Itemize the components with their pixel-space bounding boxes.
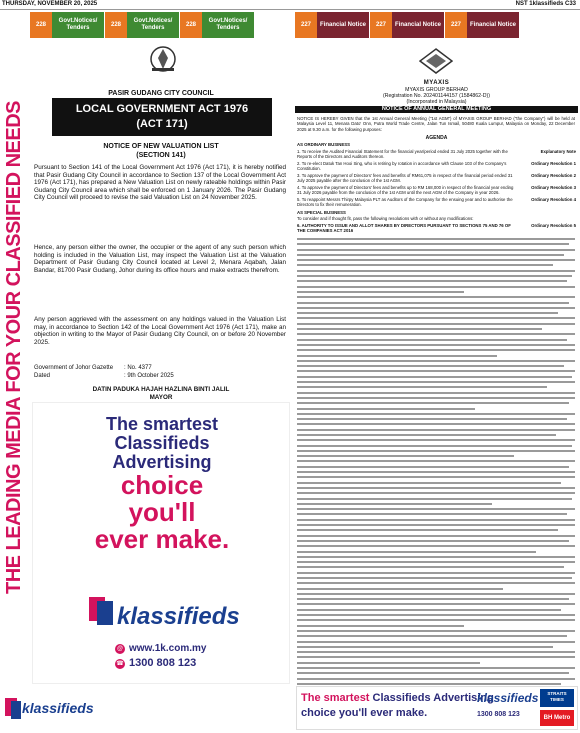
tab-number: 227 [295,12,317,38]
fine-print-line [297,423,575,425]
company-logo-text: MYAXIS [423,80,450,86]
fine-print-line [297,561,575,563]
banner-phone[interactable]: 1300 808 123 [477,711,520,718]
fine-print-line [297,339,567,341]
tab-label: Govt.Notices/ Tenders [52,12,104,38]
fine-print-line [297,370,575,372]
fine-print-line [297,302,569,304]
klassifieds-banner-advert[interactable] [296,686,578,730]
notice-title-line-2: (SECTION 141) [136,152,186,159]
banner-accent: The smartest [301,692,370,704]
fine-print-line [297,434,556,436]
fine-print-line [297,455,514,457]
fine-print-line [297,672,569,674]
act-line-2: (ACT 171) [136,118,188,130]
advert-headline [33,415,291,553]
fine-print-line [297,249,575,251]
fine-print-line [297,275,572,277]
web-icon: @ [116,646,124,652]
brand-name: klassifieds [22,700,94,716]
tab-financial-notice-1[interactable] [295,12,370,38]
fine-print-line [297,598,569,600]
tab-govt-notices-1[interactable] [30,12,105,38]
tab-label: Govt.Notices/ Tenders [127,12,179,38]
notice-title [30,142,292,160]
advert-line-5: you'll [128,497,196,527]
agenda-item-text: 4. To approve the payment of Directors' fees and benefits up to RM 168,000 in respect of the financial year ending 31 July 2026 payable from the conclusion of the 1st AGM until the next AGM of the Company in year 2026. [297,185,514,196]
fine-print-line [297,540,569,542]
fine-print-line [297,551,536,553]
phone-icon: ☎ [116,661,124,667]
fine-print-line [297,243,569,245]
tab-label: Financial Notice [392,12,444,38]
fine-print-line [297,519,575,521]
tab-number: 228 [180,12,202,38]
fine-print-line [297,402,569,404]
fine-print-line [297,529,558,531]
fine-print-line [297,259,575,261]
agenda-item [297,197,576,208]
act-title-box [52,98,272,136]
fine-print-line [297,450,575,452]
fine-print-line [297,323,575,325]
advert-phone[interactable]: 1300 808 123 [129,657,197,669]
fine-print-line [297,545,575,547]
fine-print-line [297,312,558,314]
fine-print-line [297,392,575,394]
fine-print-line [297,296,575,298]
side-slogan-banner [0,12,28,686]
fine-print-line [297,349,575,351]
fine-print-line [297,376,572,378]
agenda-item-resolution: Explanatory Note [540,149,576,154]
agenda-item-resolution: Ordinary Resolution 4 [531,197,576,202]
gazette-details [34,364,234,380]
fine-print-line [297,487,575,489]
heading-text: AS SPECIAL BUSINESS [297,210,346,215]
tab-financial-notice-3[interactable] [445,12,520,38]
fine-print-line [297,439,575,441]
fine-print-line [297,291,464,293]
advert-line-6: ever make. [94,524,230,554]
fine-print-line [297,254,564,256]
fine-print-line [297,630,575,632]
heading-text: AS ORDINARY BUSINESS [297,142,351,147]
signatory-title: MAYOR [149,394,173,401]
agenda-item-text: 2. To re-elect Datuk Tan Hooi Sing, who is retiring by rotation in accordance with Clause 103 of the Company's Constitution. [297,161,507,172]
fine-print-line [297,270,575,272]
advert-logo: klassifieds [117,603,240,630]
tab-label: Govt.Notices/ Tenders [202,12,254,38]
fine-print-line [297,408,475,410]
bottom-brand [0,688,94,733]
tab-number: 227 [370,12,392,38]
klassifieds-logo-icon [87,595,115,627]
agm-banner: NOTICE OF ANNUAL GENERAL MEETING [295,106,578,113]
banner-line-2: choice you'll ever make. [301,707,428,719]
fine-print-line [297,317,575,319]
tab-number: 227 [445,12,467,38]
page-header [0,0,580,10]
agenda-item-resolution: Ordinary Resolution 1 [531,161,576,166]
fine-print-line [297,662,480,664]
fine-print-line [297,429,575,431]
notice-paragraph-3: Any person aggrieved with the assessment on any holdings valued in the Valuation List may, in accordance to Section 142 of the Local Government Act 1976 (Act 171), make an objection in writing to the Mayor of Pasir Gudang City Council, on or before 20 November 2025. [34,316,286,346]
fine-print-line [297,307,575,309]
company-name: MYAXIS GROUP BERHAD [405,87,468,93]
advert-website[interactable]: www.1k.com.my [129,643,207,654]
fine-print-line [297,524,575,526]
fine-print-line [297,619,575,621]
myaxis-logo-icon [419,48,453,74]
fine-print-line [297,603,575,605]
fine-print-line [297,365,564,367]
agenda-item [297,173,576,184]
fine-print-line [297,328,542,330]
agenda-item-resolution: Ordinary Resolution 5 [531,223,576,228]
fine-print-line [297,572,575,574]
fine-print-line [297,264,553,266]
section-tabs-financial [295,12,520,38]
dated-value: : 9th October 2025 [124,373,174,379]
agenda-title: AGENDA [425,135,448,141]
agenda-item [297,161,576,172]
fine-print-line [297,344,575,346]
gazette-value: : No. 4377 [124,365,152,371]
banner-text: Classifieds Advertising [372,692,494,704]
fine-print-line [297,609,561,611]
fine-print-line [297,460,575,462]
agm-notice [295,40,578,640]
fine-print-line [297,535,575,537]
fine-print-line [297,625,464,627]
tab-label: Financial Notice [467,12,519,38]
notice-title-line-1: NOTICE OF NEW VALUATION LIST [103,143,219,150]
agenda-item-text: 5. To reappoint Messrs Thirpy Malaysia PLT as Auditors of the Company for the ensuing year and to authorise the Directors to fix their remuneration. [297,197,513,208]
fine-print-line [297,286,575,288]
council-name: PASIR GUDANG CITY COUNCIL [108,90,214,97]
fine-print-line [297,667,575,669]
fine-print-line [297,445,572,447]
fine-print-line [297,508,575,510]
act-line-1: LOCAL GOVERNMENT ACT 1976 [75,103,249,115]
agenda-item [297,149,576,160]
klassifieds-logo-icon [3,696,23,720]
dated-label: Dated [34,373,51,379]
fine-print-line [297,492,575,494]
fine-print-line [297,466,569,468]
advert-line-2: Classifieds [114,433,210,453]
fine-print-line [297,498,572,500]
fine-print-line [297,614,575,616]
council-crest-icon [148,44,178,74]
company-incorporation: (Incorporated in Malaysia) [406,99,467,105]
fine-print-line [297,651,575,653]
fine-print-line [297,238,575,240]
signatory-name: DATIN PADUKA HAJAH HAZLINA BINTI JALIL [92,386,230,393]
agenda-item-resolution: Ordinary Resolution 2 [531,173,576,178]
gazette-label: Government of Johor Gazette [34,365,114,371]
fine-print-line [297,381,575,383]
fine-print-line [297,566,564,568]
advert-line-4: choice [120,470,204,500]
fine-print-line [297,593,575,595]
fine-print-line [297,386,547,388]
tab-label: Financial Notice [317,12,369,38]
partner-straits-times: STRAITS TIMES [540,689,574,707]
tab-govt-notices-3[interactable] [180,12,255,38]
tab-financial-notice-2[interactable] [370,12,445,38]
fine-print-line [297,355,497,357]
fine-print-line [297,577,572,579]
fine-print-line [297,656,575,658]
fine-print-line [297,476,575,478]
agm-fine-print [297,238,575,699]
fine-print-line [297,582,575,584]
company-details [295,87,578,105]
agm-intro: NOTICE IS HEREBY GIVEN that the 1st Annual General Meeting ("1st AGM") of MYAXIS GROUP BERHAD ("the Company") will be held at Malaysia Level 11, Menara Dato' Onn, Putra World Trade Centre, Jalan Tun Ismail, 50480 Kuala Lumpur, Malaysia on Monday, 22 December 2025 at 9.30 a.m. for the following purposes: [297,116,575,132]
fine-print-line [297,513,567,515]
fine-print-line [297,678,575,680]
fine-print-line [297,471,575,473]
agenda-item [297,185,576,196]
agenda-item-text: 6. AUTHORITY TO ISSUE AND ALLOT SHARES BY DIRECTORS PURSUANT TO SECTIONS 75 AND 76 OF THE COMPANIES ACT 2016 [297,223,511,234]
fine-print-line [297,683,561,685]
header-date: THURSDAY, NOVEMBER 20, 2025 [2,1,98,7]
fine-print-line [297,397,575,399]
fine-print-line [297,333,575,335]
fine-print-line [297,482,561,484]
banner-line-1 [301,692,494,704]
tab-number: 228 [30,12,52,38]
fine-print-line [297,280,567,282]
advert-line-3: Advertising [112,452,212,472]
tab-number: 228 [105,12,127,38]
notice-paragraph-2: Hence, any person either the owner, the occupier or the agent of any such person which holding is included in the Valuation List, may inspect the Valuation List at the Valuation Department of Pasir Gudang City Council located at Level 2, Menara Aqabah, Jalan Bandar, 81700 Pasir Gudang, Johor during its office hours and make extracts therefrom. [34,244,286,274]
partner-bh-metro: BH Metro [540,710,574,726]
header-publication: NST 1klassifieds C33 [515,1,576,7]
advert-line-1: The smartest [105,414,219,434]
agenda-item-resolution: Ordinary Resolution 3 [531,185,576,190]
fine-print-line [297,646,553,648]
tab-govt-notices-2[interactable] [105,12,180,38]
fine-print-line [297,360,575,362]
fine-print-line [297,635,567,637]
fine-print-line [297,556,575,558]
fine-print-line [297,641,575,643]
company-registration: (Registration No. 202401144157 (1584862-D)) [383,93,490,99]
intro-text: To consider and if thought fit, pass the following resolutions with or without any modifications: [297,216,474,221]
banner-logo: klassifieds [477,691,539,705]
fine-print-line [297,413,575,415]
agenda-item-text: 3. To approve the payment of Directors' fees and benefits of RM61,075 in respect of the financial period ended 31 July 2025 payable after the conclusion of the 1st AGM. [297,173,513,184]
klassifieds-advert[interactable] [32,402,290,684]
notice-paragraph-1: Pursuant to Section 141 of the Local Government Act 1976 (Act 171), it is hereby notified that Pasir Gudang City Council in accordance to Section 137 of the Local Government Act 1976 (Act 171), has prepared a New Valuation List on newly rateable holdings within Pasir Gudang City Council area which shall be enforced on 1 January 2026. The Pasir Gudang City Council will proceed to revise the said Valuation List on 24 November 2025. [34,164,286,202]
slogan-text: THE LEADING MEDIA FOR YOUR CLASSIFIED NEEDS [3,101,25,595]
fine-print-line [297,588,503,590]
section-tabs-govt [30,12,255,38]
fine-print-line [297,503,492,505]
agenda-item-text: 1. To receive the Audited Financial Statement for the financial year/period ended 31 July 2025 together with the Reports of the Directors and Auditors thereon. [297,149,508,160]
fine-print-line [297,418,567,420]
agenda-item [297,223,576,234]
